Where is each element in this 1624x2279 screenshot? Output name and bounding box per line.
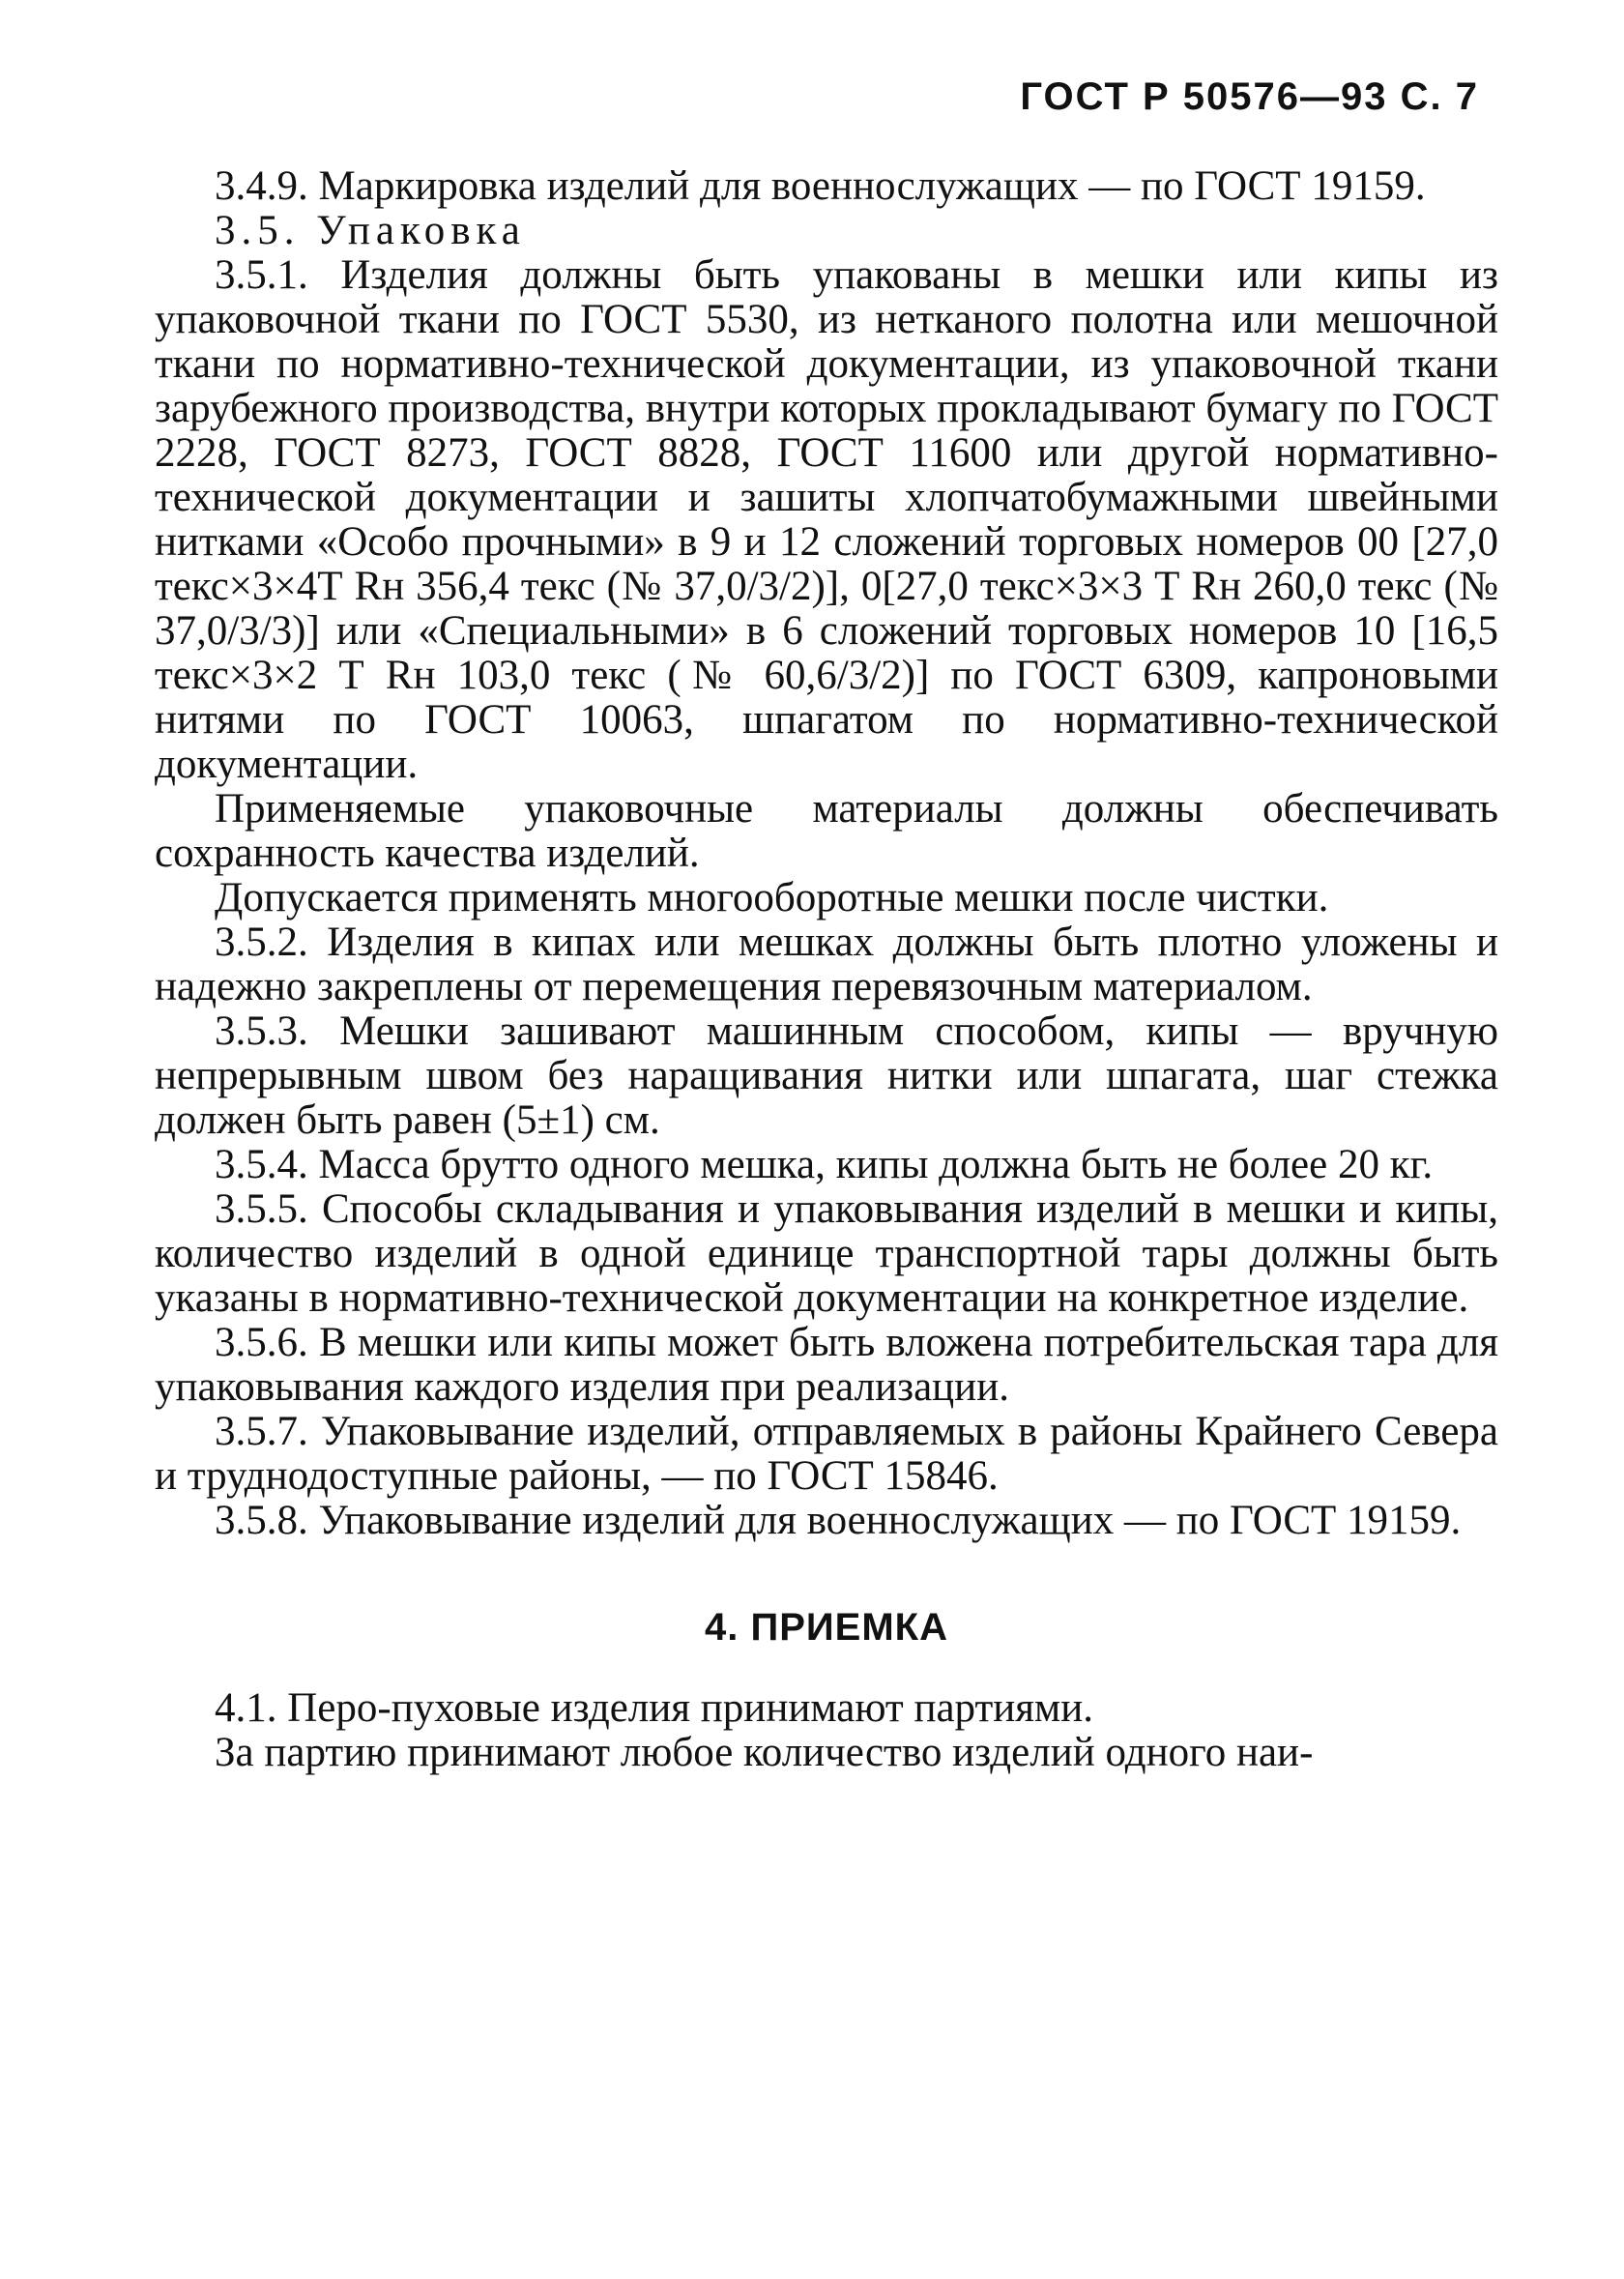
paragraph-applied-materials: Применяемые упаковочные материалы должны обеспечивать сохранность качества изделий. [155, 786, 1498, 876]
paragraph-3-4-9: 3.4.9. Маркировка изделий для военнослужащих — по ГОСТ 19159. [215, 163, 1426, 209]
section-title-acceptance: 4. ПРИЕМКА [705, 1606, 948, 1649]
paragraph-3-5-8: 3.5.8. Упаковывание изделий для военнослужащих — по ГОСТ 19159. [215, 1498, 1462, 1543]
paragraph-reusable-bags: Допускается применять многооборотные мешки после чистки. [215, 875, 1329, 920]
paragraph-3-5-7: 3.5.7. Упаковывание изделий, отправляемых в районы Крайнего Севера и труднодоступные районы, — по ГОСТ 15846. [155, 1409, 1498, 1499]
paragraph-3-5-2: 3.5.2. Изделия в кипах или мешках должны быть плотно уложены и надежно закреплены от перемещения перевязочным материалом. [155, 920, 1498, 1009]
paragraph-3-5-1: 3.5.1. Изделия должны быть упакованы в мешки или кипы из упаковочной ткани по ГОСТ 5530, из нетканого полотна или мешочной ткани по нормативно-технической документации, из упаковочной ткани зарубежного производства, внутри которых прокладывают бумагу по ГОСТ 2228, ГОСТ 8273, ГОСТ 8828, ГОСТ 11600 или другой нормативно-технической документации и зашиты хлопчатобумажными швейными нитками «Особо прочными» в 9 и 12 сложений торговых номеров 00 [27,0 текс×3×4Т Rн 356,4 текс (№ 37,0/3/2)], 0[27,0 текс×3×3 Т Rн 260,0 текс (№ 37,0/3/3)] или «Специальными» в 6 сложений торговых номеров 10 [16,5 текс×3×2 Т Rн 103,0 текс (№ 60,6/3/2)] по ГОСТ 6309, капроновыми нитями по ГОСТ 10063, шпагатом по нормативно-технической документации. [155, 252, 1498, 787]
document-body [155, 164, 1498, 1775]
paragraph-3-5-6: 3.5.6. В мешки или кипы может быть вложена потребительская тара для упаковывания каждого изделия при реализации. [155, 1320, 1498, 1410]
paragraph-4-1: 4.1. Перо-пуховые изделия принимают партиями. [215, 1685, 1094, 1731]
paragraph-3-5-4: 3.5.4. Масса брутто одного мешка, кипы должна быть не более 20 кг. [215, 1142, 1434, 1187]
paragraph-batch-definition: За партию принимают любое количество изделий одного наи- [215, 1730, 1314, 1775]
running-head: ГОСТ Р 50576—93 С. 7 [1020, 75, 1479, 118]
subsection-heading-packaging: 3.5. Упаковка [215, 208, 526, 253]
paragraph-3-5-3: 3.5.3. Мешки зашивают машинным способом, кипы — вручную непрерывным швом без наращивания нитки или шпагата, шаг стежка должен быть равен (5±1) см. [155, 1008, 1498, 1143]
paragraph-3-5-5: 3.5.5. Способы складывания и упаковывания изделий в мешки и кипы, количество изделий в одной единице транспортной тары должны быть указаны в нормативно-технической документации на конкретное изделие. [155, 1186, 1498, 1321]
